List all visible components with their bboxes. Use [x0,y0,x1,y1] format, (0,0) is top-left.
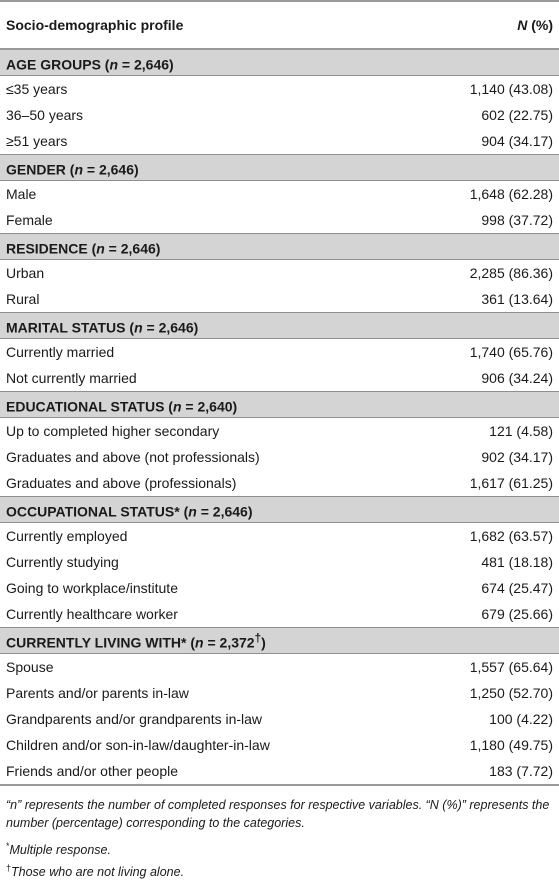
table-row [0,339,559,366]
row-value: 902 (34.17) [481,449,553,465]
section-title-text: RESIDENCE ( [6,240,97,257]
section-title-count: = 2,646) [83,161,139,178]
table-row [0,732,559,758]
row-label: Rural [6,291,40,307]
row-label: Grandparents and/or grandparents in-law [6,711,263,727]
section-title-text: GENDER ( [6,161,75,178]
table-row [0,575,559,601]
row-label: Urban [6,265,45,281]
row-label: Spouse [6,659,54,675]
table-row [0,758,559,785]
column-header-percent: (%) [527,17,553,33]
row-label: 36–50 years [6,107,84,123]
row-value: 1,740 (65.76) [469,344,553,360]
row-value: 361 (13.64) [481,291,553,307]
table-row [0,523,559,550]
table-header-row [0,1,559,49]
table-row [0,680,559,706]
row-value: 1,682 (63.57) [469,528,553,544]
section-title-n-symbol: n [109,56,119,73]
row-value: 1,250 (52.70) [469,685,553,701]
section-title-close: ) [261,634,266,651]
table-row [0,286,559,313]
section-title [0,628,559,654]
section-title-count: = 2,372 [203,634,255,651]
row-label: Female [6,212,53,228]
row-value: 183 (7.72) [415,758,559,785]
column-header-n-percent [415,1,559,49]
section-title-text: OCCUPATIONAL STATUS* ( [6,503,189,520]
row-label: Parents and/or parents in-law [6,685,189,701]
table-row [0,102,559,128]
table-row [0,128,559,155]
row-label: Graduates and above (not professionals) [6,449,260,465]
section-title [0,49,559,76]
row-label: ≥51 years [6,133,68,149]
row-value: 1,617 (61.25) [469,475,553,491]
section-title [0,497,559,523]
row-label: Up to completed higher secondary [6,423,220,439]
row-label: Currently studying [6,554,119,570]
row-label: Friends and/or other people [0,758,415,785]
section-header-row [0,628,559,654]
table-row [0,207,559,234]
column-header-profile: Socio-demographic profile [0,1,415,49]
section-header-row [0,155,559,181]
row-label: Going to workplace/institute [6,580,178,596]
section-title [0,155,559,181]
row-value: 1,557 (65.64) [469,659,553,675]
section-title-count: = 2,646) [118,56,174,73]
section-title-n-symbol: n [172,398,182,415]
table-row [0,706,559,732]
section-title-dagger-mark: † [254,631,262,645]
row-label: Currently employed [6,528,128,544]
table-row [0,444,559,470]
footnote-multiple-response [6,837,553,859]
row-value: 904 (34.17) [481,133,553,149]
table-row [0,181,559,208]
section-title [0,392,559,418]
row-value: 674 (25.47) [481,580,553,596]
row-label: Currently married [6,344,115,360]
section-header-row [0,234,559,260]
row-value: 998 (37.72) [481,212,553,228]
table-row [0,470,559,497]
row-value: 1,180 (49.75) [469,737,553,753]
section-title-n-symbol: n [195,634,204,651]
section-title-text: EDUCATIONAL STATUS ( [6,398,173,415]
table-row [0,418,559,445]
row-value: 602 (22.75) [481,107,553,123]
row-label: ≤35 years [6,81,68,97]
row-label: Not currently married [6,370,137,386]
table-row [0,76,559,103]
row-value: 679 (25.66) [481,606,553,622]
footnote-not-living-alone-text: Those who are not living alone. [11,865,185,880]
section-title-count: = 2,640) [181,398,238,415]
section-header-row [0,49,559,76]
row-value: 906 (34.24) [481,370,553,386]
table-row [0,549,559,575]
row-value: 121 (4.58) [489,423,553,439]
table-row [0,260,559,287]
section-title-n-symbol: n [134,319,143,336]
section-title-count: = 2,646) [104,240,161,257]
section-title-count: = 2,646) [142,319,199,336]
footnote-not-living-alone [6,859,553,881]
section-title [0,234,559,260]
row-value: 100 (4.22) [489,711,553,727]
section-title [0,313,559,339]
footnote-asterisk-mark: * [6,841,10,851]
row-label: Currently healthcare worker [6,606,178,622]
row-label: Children and/or son-in-law/daughter-in-law [6,737,270,753]
footnote-n-definition: “n” represents the number of completed responses for respective variables. “N (%)” represents the number (percentage) corresponding to the categories. [6,798,550,830]
row-value: 1,648 (62.28) [469,186,553,202]
section-title-text: AGE GROUPS ( [6,56,110,73]
row-value: 2,285 (86.36) [469,265,553,281]
footnote-multiple-response-text: Multiple response. [9,843,111,858]
footnote-dagger-mark: † [6,863,12,874]
section-title-text: MARITAL STATUS ( [6,319,135,336]
section-header-row [0,497,559,523]
table-row [0,654,559,681]
table-body [0,49,559,785]
table-footnotes [0,786,559,881]
row-label: Male [6,186,37,202]
row-label: Graduates and above (professionals) [6,475,237,491]
row-value: 1,140 (43.08) [469,81,553,97]
column-header-n-symbol: N [517,17,528,33]
section-header-row [0,392,559,418]
section-title-n-symbol: n [74,161,84,178]
table-row [0,365,559,392]
row-value: 481 (18.18) [481,554,553,570]
section-title-n-symbol: n [96,240,105,257]
section-title-count: = 2,646) [196,503,253,520]
section-title-n-symbol: n [188,503,197,520]
table-row [0,601,559,628]
section-header-row [0,313,559,339]
section-title-text: CURRENTLY LIVING WITH* ( [6,634,196,651]
